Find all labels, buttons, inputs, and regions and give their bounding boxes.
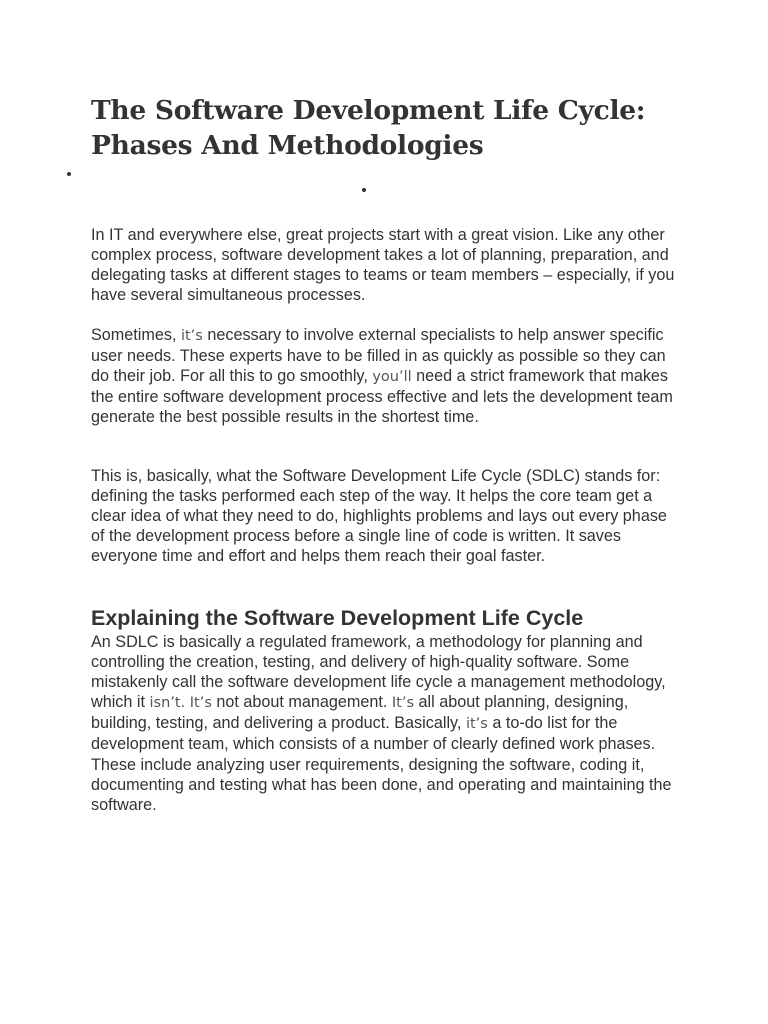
- text-run-contraction: you’ll: [372, 369, 412, 386]
- text-run: need a strict framework that makes the entire software development process effective and lets the development team generate the best possible results in the shortest time.: [91, 367, 673, 427]
- paragraph-sdlc-definition: This is, basically, what the Software Development Life Cycle (SDLC) stands for: defining the tasks performed each step of the way. It helps the core team get a clear idea of what they need to do, highlights problems and lays out every phase of the development process before a single line of code is written. It saves everyone time and effort and helps them reach their goal faster.: [91, 467, 667, 566]
- paragraph-specialists: [91, 325, 681, 427]
- page-title: The Software Development Life Cycle: Phases And Methodologies: [91, 95, 646, 161]
- text-run: a to-do list for the development team, which consists of a number of clearly defined work phases. These include analyzing user requirements, designing the software, coding it, documenting and testing what has been done, and operating and maintaining the software.: [91, 714, 672, 814]
- bullet-dot: [362, 188, 366, 192]
- bullet-dot: [67, 172, 71, 176]
- text-run: Sometimes,: [91, 326, 181, 344]
- text-run-contraction: isn’t. It’s: [149, 695, 212, 712]
- text-run-contraction: it’s: [180, 328, 203, 344]
- paragraph-intro: In IT and everywhere else, great projects start with a great vision. Like any other complex process, software development takes a lot of planning, preparation, and delegating tasks at different stages to teams or team members – especially, if you have several simultaneous processes.: [91, 226, 675, 305]
- text-run-contraction: It’s: [391, 695, 415, 712]
- text-run: all about planning, designing, building, testing, and delivering a product. Basically,: [91, 693, 629, 733]
- text-run: An SDLC is basically a regulated framework, a methodology for planning and controlling the creation, testing, and delivery of high-quality software. Some mistakenly call the software development life cycle a management methodology, which it: [91, 633, 666, 712]
- text-run-contraction: it’s: [465, 716, 488, 733]
- text-run: necessary to involve external specialists to help answer specific user needs. These experts have to be filled in as quickly as possible so they can do their job. For all this to go smoothly,: [91, 326, 666, 386]
- section-heading: Explaining the Software Development Life Cycle: [91, 606, 584, 630]
- text-run: not about management.: [211, 693, 392, 712]
- paragraph-explaining: [91, 632, 681, 815]
